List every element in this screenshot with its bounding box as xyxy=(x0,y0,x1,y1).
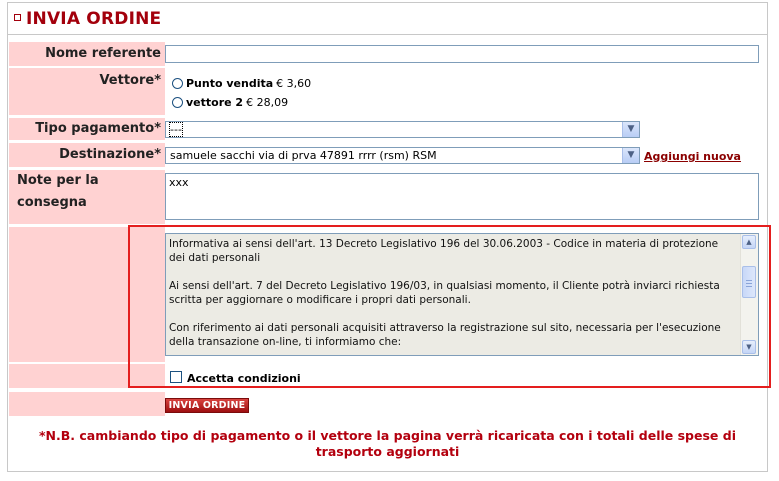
note-consegna-label: Note per la consegna xyxy=(9,170,165,224)
vettore-option-punto-vendita[interactable] xyxy=(172,77,311,90)
chevron-down-icon[interactable]: ▼ xyxy=(622,122,639,137)
page-title xyxy=(14,8,161,30)
radio-vettore-2[interactable] xyxy=(172,97,183,108)
page-title-text: INVIA ORDINE xyxy=(26,9,162,29)
scroll-up-icon[interactable]: ▲ xyxy=(742,235,756,249)
vettore-option-name: Punto vendita xyxy=(186,77,274,90)
title-bullet-icon xyxy=(14,14,21,21)
radio-punto-vendita[interactable] xyxy=(172,78,183,89)
privacy-paragraph: Ai sensi dell'art. 7 del Decreto Legislativo 196/03, in qualsiasi momento, il Cliente potrà inviarci richiesta scritta per aggiornare o modificare i propri dati personali. xyxy=(169,280,720,306)
vettore-option-price: € 3,60 xyxy=(276,77,312,90)
scroll-down-icon[interactable]: ▼ xyxy=(742,340,756,354)
privacy-policy-textarea[interactable] xyxy=(165,233,759,356)
scroll-thumb[interactable] xyxy=(742,266,756,298)
privacy-scrollbar[interactable] xyxy=(740,234,758,355)
footer-note: *N.B. cambiando tipo di pagamento o il vettore la pagina verrà ricaricata con i totali delle spese di trasporto aggiornati xyxy=(39,428,736,459)
nome-referente-input[interactable] xyxy=(165,45,759,63)
submit-label-cell xyxy=(9,392,165,416)
privacy-paragraph: Con riferimento ai dati personali acquisiti attraverso la registrazione sul sito, necessaria per l'esecuzione della transazione on-line, ti informiamo che: xyxy=(169,322,721,348)
chevron-down-icon[interactable]: ▼ xyxy=(622,148,639,163)
accetta-condizioni-checkbox[interactable] xyxy=(170,371,182,383)
vettore-label: Vettore* xyxy=(9,68,165,115)
vettore-option-vettore-2[interactable] xyxy=(172,96,288,109)
privacy-label-cell xyxy=(9,227,165,362)
accetta-condizioni-label[interactable]: Accetta condizioni xyxy=(187,372,301,385)
nome-referente-label: Nome referente xyxy=(9,42,165,66)
accept-label-cell xyxy=(9,364,165,388)
note-consegna-textarea[interactable] xyxy=(165,173,759,220)
destinazione-label: Destinazione* xyxy=(9,143,165,167)
destinazione-value: samuele sacchi via di prva 47891 rrrr (rsm) RSM xyxy=(170,149,437,162)
invia-ordine-button[interactable]: INVIA ORDINE xyxy=(165,398,249,413)
aggiungi-nuova-link[interactable]: Aggiungi nuova xyxy=(644,150,741,163)
vettore-option-name: vettore 2 xyxy=(186,96,244,109)
privacy-paragraph: Informativa ai sensi dell'art. 13 Decreto Legislativo 196 del 30.06.2003 - Codice in materia di protezione dei dati personali xyxy=(169,238,719,264)
tipo-pagamento-select[interactable] xyxy=(165,121,640,138)
tipo-pagamento-label: Tipo pagamento* xyxy=(9,118,165,140)
tipo-pagamento-value: --- xyxy=(170,123,182,136)
destinazione-select[interactable] xyxy=(165,147,640,164)
vettore-option-price: € 28,09 xyxy=(246,96,289,109)
title-divider xyxy=(8,34,767,35)
